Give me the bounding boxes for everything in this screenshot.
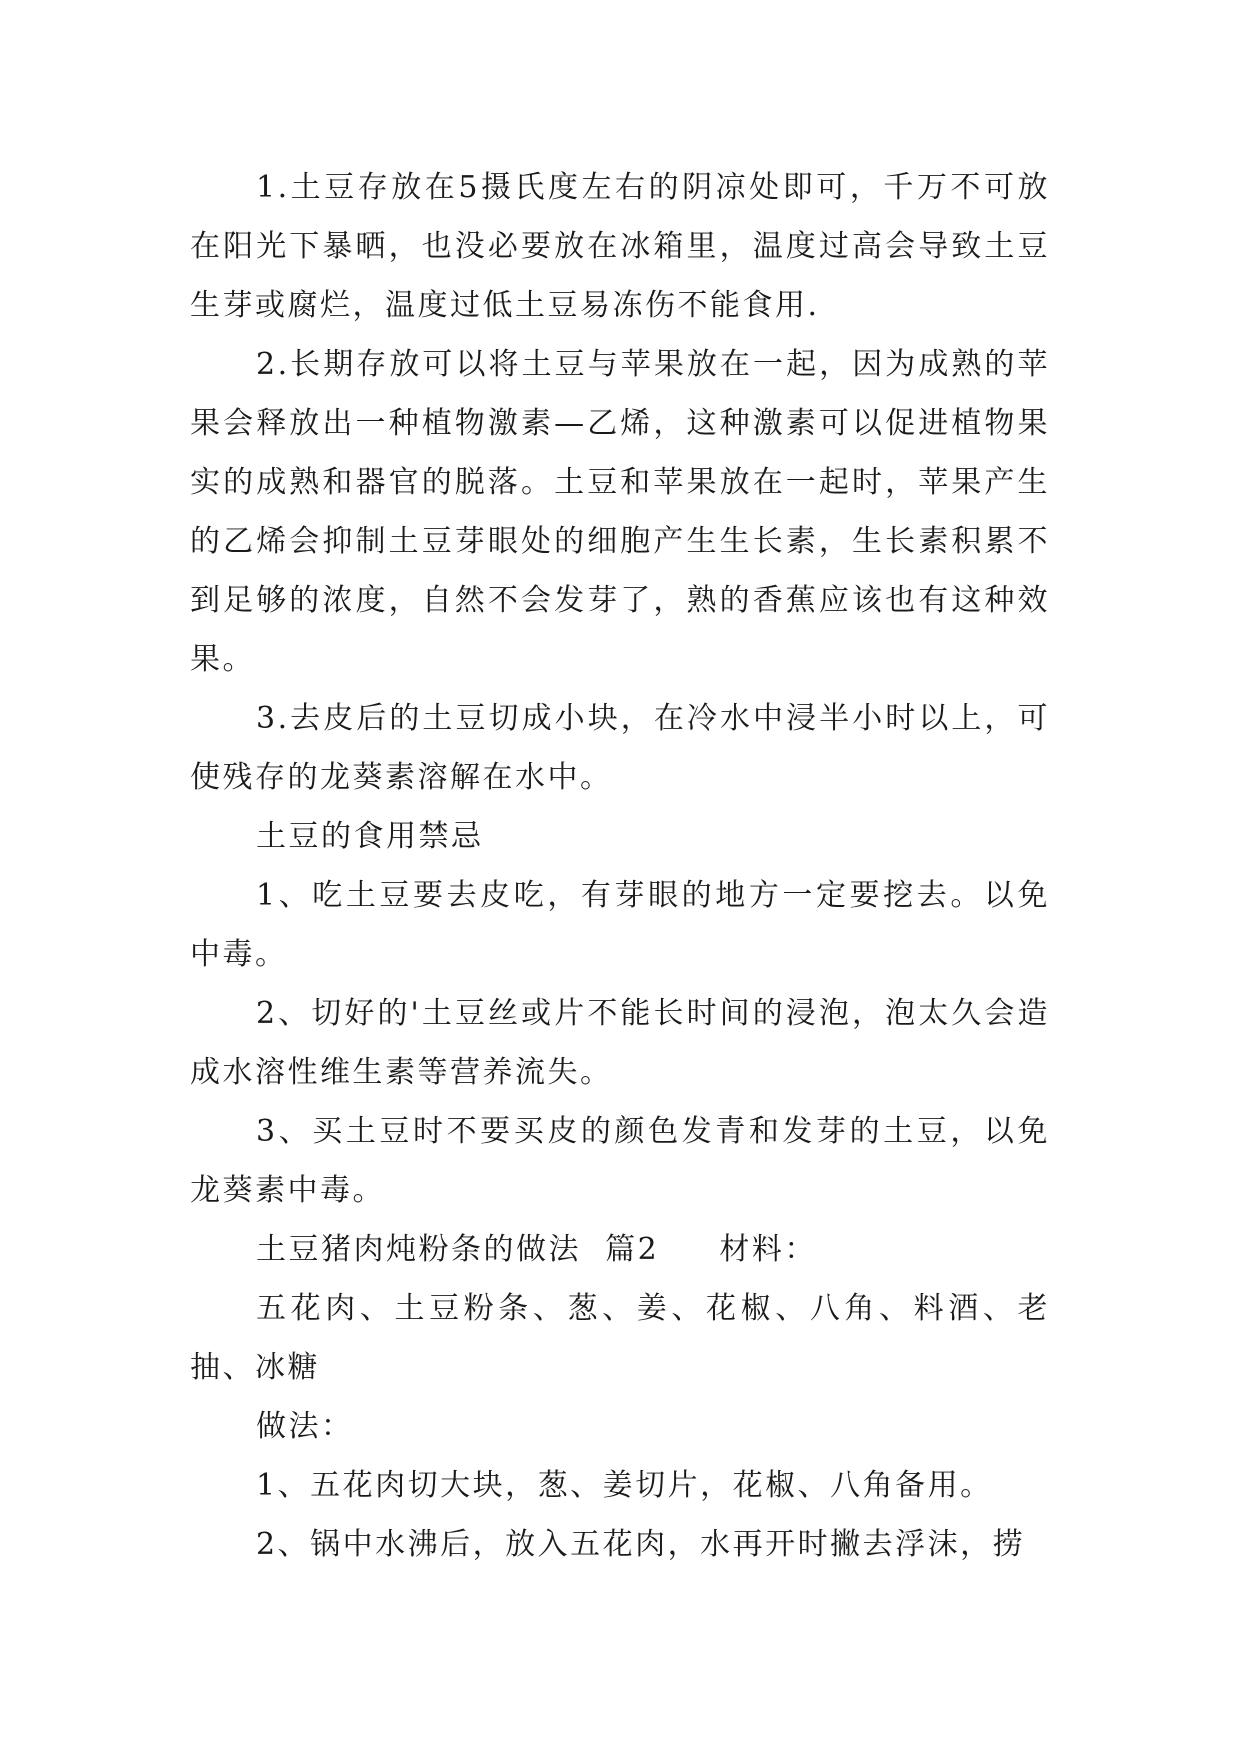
- paragraph-storage-tip-2: 2.长期存放可以将土豆与苹果放在一起，因为成熟的苹果会释放出一种植物激素—乙烯，这种激素可以促进植物果实的成熟和器官的脱落。土豆和苹果放在一起时，苹果产生的乙烯会抑制土豆芽眼处的细胞产生生长素，生长素积累不到足够的浓度，自然不会发芽了，熟的香蕉应该也有这种效果。: [190, 347, 1050, 677]
- section-heading-taboos: 土豆的食用禁忌: [256, 819, 484, 854]
- paragraph-taboo-2: 2、切好的'土豆丝或片不能长时间的浸泡，泡太久会造成水溶性维生素等营养流失。: [190, 996, 1050, 1090]
- paragraph-step-1: 1、五花肉切大块，葱、姜切片，花椒、八角备用。: [256, 1468, 993, 1503]
- paragraph-storage-tip-3: 3.去皮后的土豆切成小块，在冷水中浸半小时以上，可使残存的龙葵素溶解在水中。: [190, 701, 1050, 795]
- document-body: [190, 158, 1050, 1574]
- paragraph-step-2: 2、锅中水沸后，放入五花肉，水再开时撇去浮沫，捞: [256, 1527, 1026, 1562]
- paragraph-taboo-3: 3、买土豆时不要买皮的颜色发青和发芽的土豆，以免龙葵素中毒。: [190, 1114, 1050, 1208]
- paragraph-ingredients: 五花肉、土豆粉条、葱、姜、花椒、八角、料酒、老抽、冰糖: [190, 1291, 1050, 1385]
- paragraph-taboo-1: 1、吃土豆要去皮吃，有芽眼的地方一定要挖去。以免中毒。: [190, 878, 1050, 972]
- section-heading-recipe: 土豆猪肉炖粉条的做法 篇2 材料：: [256, 1232, 817, 1267]
- paragraph-method-heading: 做法：: [256, 1409, 354, 1444]
- paragraph-storage-tip-1: 1.土豆存放在5摄氏度左右的阴凉处即可，千万不可放在阳光下暴晒，也没必要放在冰箱里，温度过高会导致土豆生芽或腐烂，温度过低土豆易冻伤不能食用.: [190, 170, 1050, 323]
